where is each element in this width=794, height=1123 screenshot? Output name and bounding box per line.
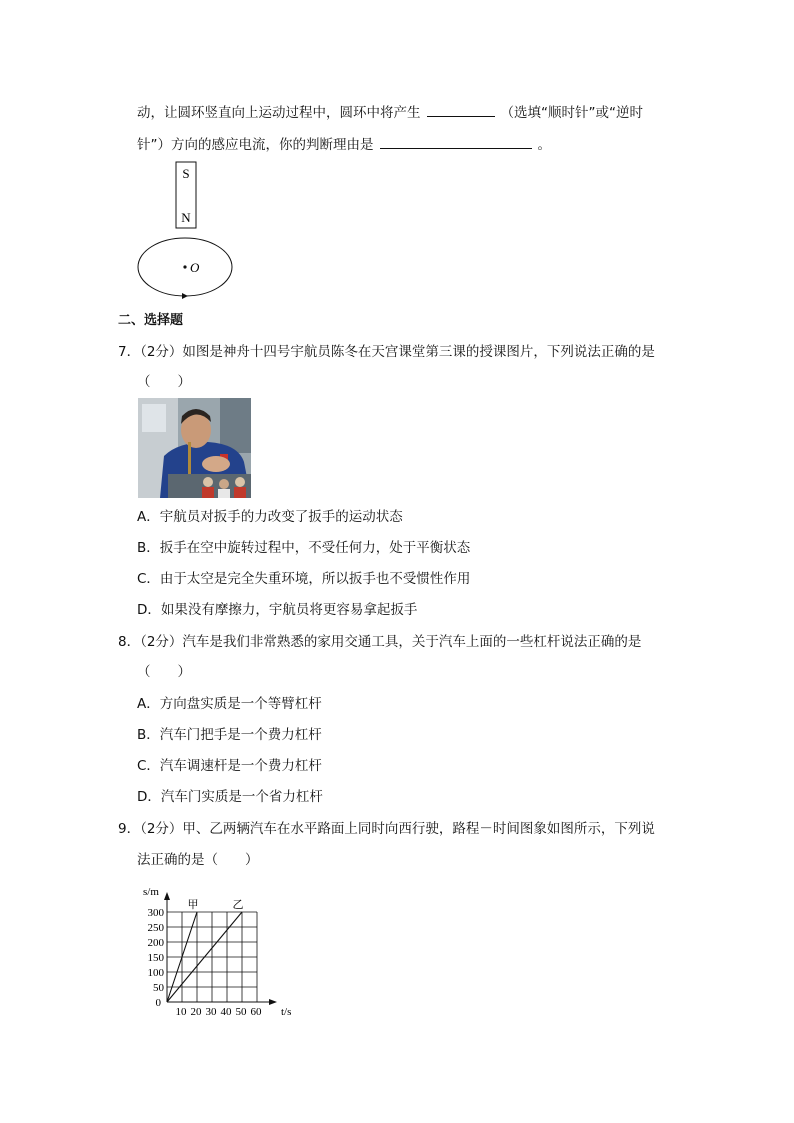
q8-option-a[interactable]: A．方向盘实质是一个等臂杠杆 [137, 696, 322, 712]
ring-direction-arrow [182, 293, 188, 299]
y-tick-label: 100 [147, 967, 164, 979]
q7-stem: 7．（2分）如图是神舟十四号宇航员陈冬在天宫课堂第三课的授课图片，下列说法正确的是 [118, 344, 655, 360]
q6-text-2a: 针”）方向的感应电流，你的判断理由是 [137, 137, 374, 153]
y-tick-label: 50 [153, 982, 164, 994]
y-axis-label: s/m [143, 886, 159, 898]
x-axis-label: t/s [281, 1006, 292, 1018]
q8-paren: （ ） [137, 664, 191, 680]
astronaut-photo [138, 398, 251, 498]
q6-answer-blank-1[interactable] [427, 102, 495, 117]
q9-stem-line-2: 法正确的是（ ） [137, 852, 259, 868]
y-tick-label: 200 [147, 937, 164, 949]
y-tick-label: 150 [147, 952, 164, 964]
q7-option-d[interactable]: D．如果没有摩擦力，宇航员将更容易拿起扳手 [137, 602, 418, 618]
y-tick-label: 250 [147, 922, 164, 934]
q6-text-1a: 动，让圆环竖直向上运动过程中，圆环中将产生 [137, 105, 421, 121]
magnet-pole-s: S [182, 166, 190, 181]
x-axis-arrow [269, 999, 277, 1005]
x-tick-label: 50 [235, 1006, 247, 1018]
section-title: 二、选择题 [118, 313, 184, 328]
origin-label: 0 [155, 997, 161, 1009]
q6-answer-blank-2[interactable] [380, 134, 532, 149]
series-label-1: 甲 [187, 899, 199, 911]
magnet-ring-figure [130, 158, 240, 300]
x-tick-label: 60 [250, 1006, 262, 1018]
q8-option-d[interactable]: D．汽车门实质是一个省力杠杆 [137, 789, 323, 805]
x-tick-label: 10 [175, 1006, 187, 1018]
q6-line-1 [137, 102, 643, 123]
q7-option-b[interactable]: B．扳手在空中旋转过程中，不受任何力，处于平衡状态 [137, 540, 471, 556]
y-tick-label: 300 [147, 907, 164, 919]
x-tick-label: 20 [190, 1006, 202, 1018]
q7-option-c[interactable]: C．由于太空是完全失重环境，所以扳手也不受惯性作用 [137, 571, 471, 587]
y-axis-arrow [164, 892, 170, 900]
q7-option-a[interactable]: A．宇航员对扳手的力改变了扳手的运动状态 [137, 509, 403, 525]
series-label-2: 乙 [232, 899, 244, 911]
x-tick-label: 40 [220, 1006, 232, 1018]
q6-text-1b: （选填“顺时针”或“逆时 [500, 105, 643, 121]
q8-option-c[interactable]: C．汽车调速杆是一个费力杠杆 [137, 758, 322, 774]
q8-stem: 8．（2分）汽车是我们非常熟悉的家用交通工具，关于汽车上面的一些杠杆说法正确的是 [118, 634, 642, 650]
distance-time-chart [130, 880, 305, 1020]
q6-line-2 [137, 134, 551, 155]
magnet-pole-n: N [181, 210, 191, 225]
q8-option-b[interactable]: B．汽车门把手是一个费力杠杆 [137, 727, 322, 743]
q9-stem-line-1: 9．（2分）甲、乙两辆汽车在水平路面上同时向西行驶，路程－时间图象如图所示，下列说 [118, 821, 655, 837]
ring-center-label: O [190, 260, 200, 275]
q7-paren: （ ） [137, 374, 191, 390]
ring-center-dot [183, 265, 186, 268]
x-tick-label: 30 [205, 1006, 217, 1018]
q6-text-2b: 。 [537, 137, 551, 153]
